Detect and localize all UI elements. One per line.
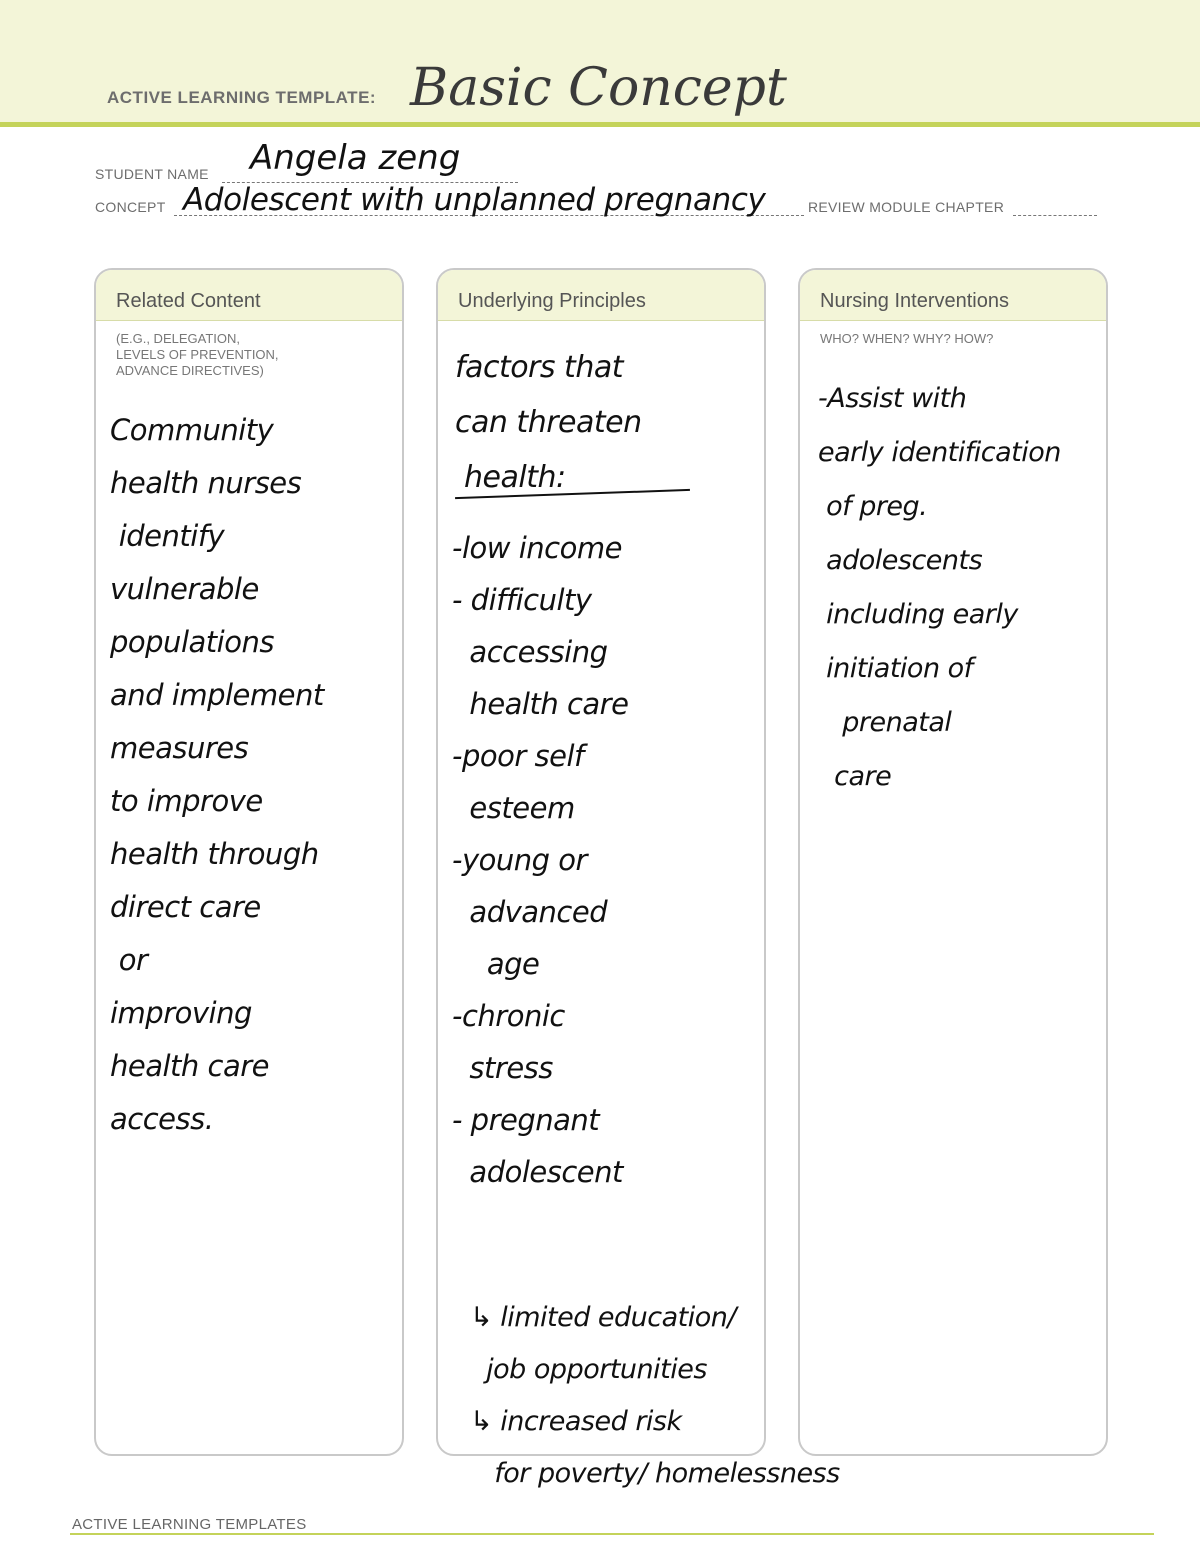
nursing-interventions-subtitle: WHO? WHEN? WHY? HOW? (820, 331, 994, 346)
footer-divider (70, 1533, 1154, 1535)
review-module-label: REVIEW MODULE CHAPTER (808, 199, 1005, 215)
concept-label: CONCEPT (95, 199, 166, 215)
header-divider (0, 122, 1200, 127)
principles-notes[interactable]: -low income - difficulty accessing health care -poor self esteem -young or advanced age -chronic stress - pregnant adolescent (452, 531, 629, 1189)
template-label: ACTIVE LEARNING TEMPLATE: (107, 88, 377, 107)
underlying-principles-title: Underlying Principles (438, 270, 764, 321)
related-content-title: Related Content (96, 270, 402, 321)
nursing-interventions-notes[interactable]: -Assist with early identification of preg. adolescents including early initiation of prenatal care (818, 383, 1061, 792)
footer-label: ACTIVE LEARNING TEMPLATES (72, 1516, 307, 1533)
nursing-interventions-title: Nursing Interventions (800, 270, 1106, 321)
review-module-line[interactable] (1013, 215, 1097, 216)
student-name-label: STUDENT NAME (95, 166, 209, 182)
principles-heading[interactable]: factors that can threaten health: (455, 350, 642, 495)
student-name-value[interactable]: Angela zeng (250, 138, 461, 178)
concept-value[interactable]: Adolescent with unplanned pregnancy (183, 182, 766, 218)
related-content-notes[interactable]: Community health nurses identify vulnerable populations and implement measures to improve health through direct care or improving health care access. (110, 413, 324, 1136)
related-content-subtitle: (E.G., DELEGATION, LEVELS OF PREVENTION, ADVANCE DIRECTIVES) (116, 331, 279, 378)
principles-subnotes[interactable]: ↳ limited education/ job opportunities ↳ increased risk for poverty/ homelessness (470, 1302, 840, 1489)
page-title: Basic Concept (410, 58, 787, 118)
